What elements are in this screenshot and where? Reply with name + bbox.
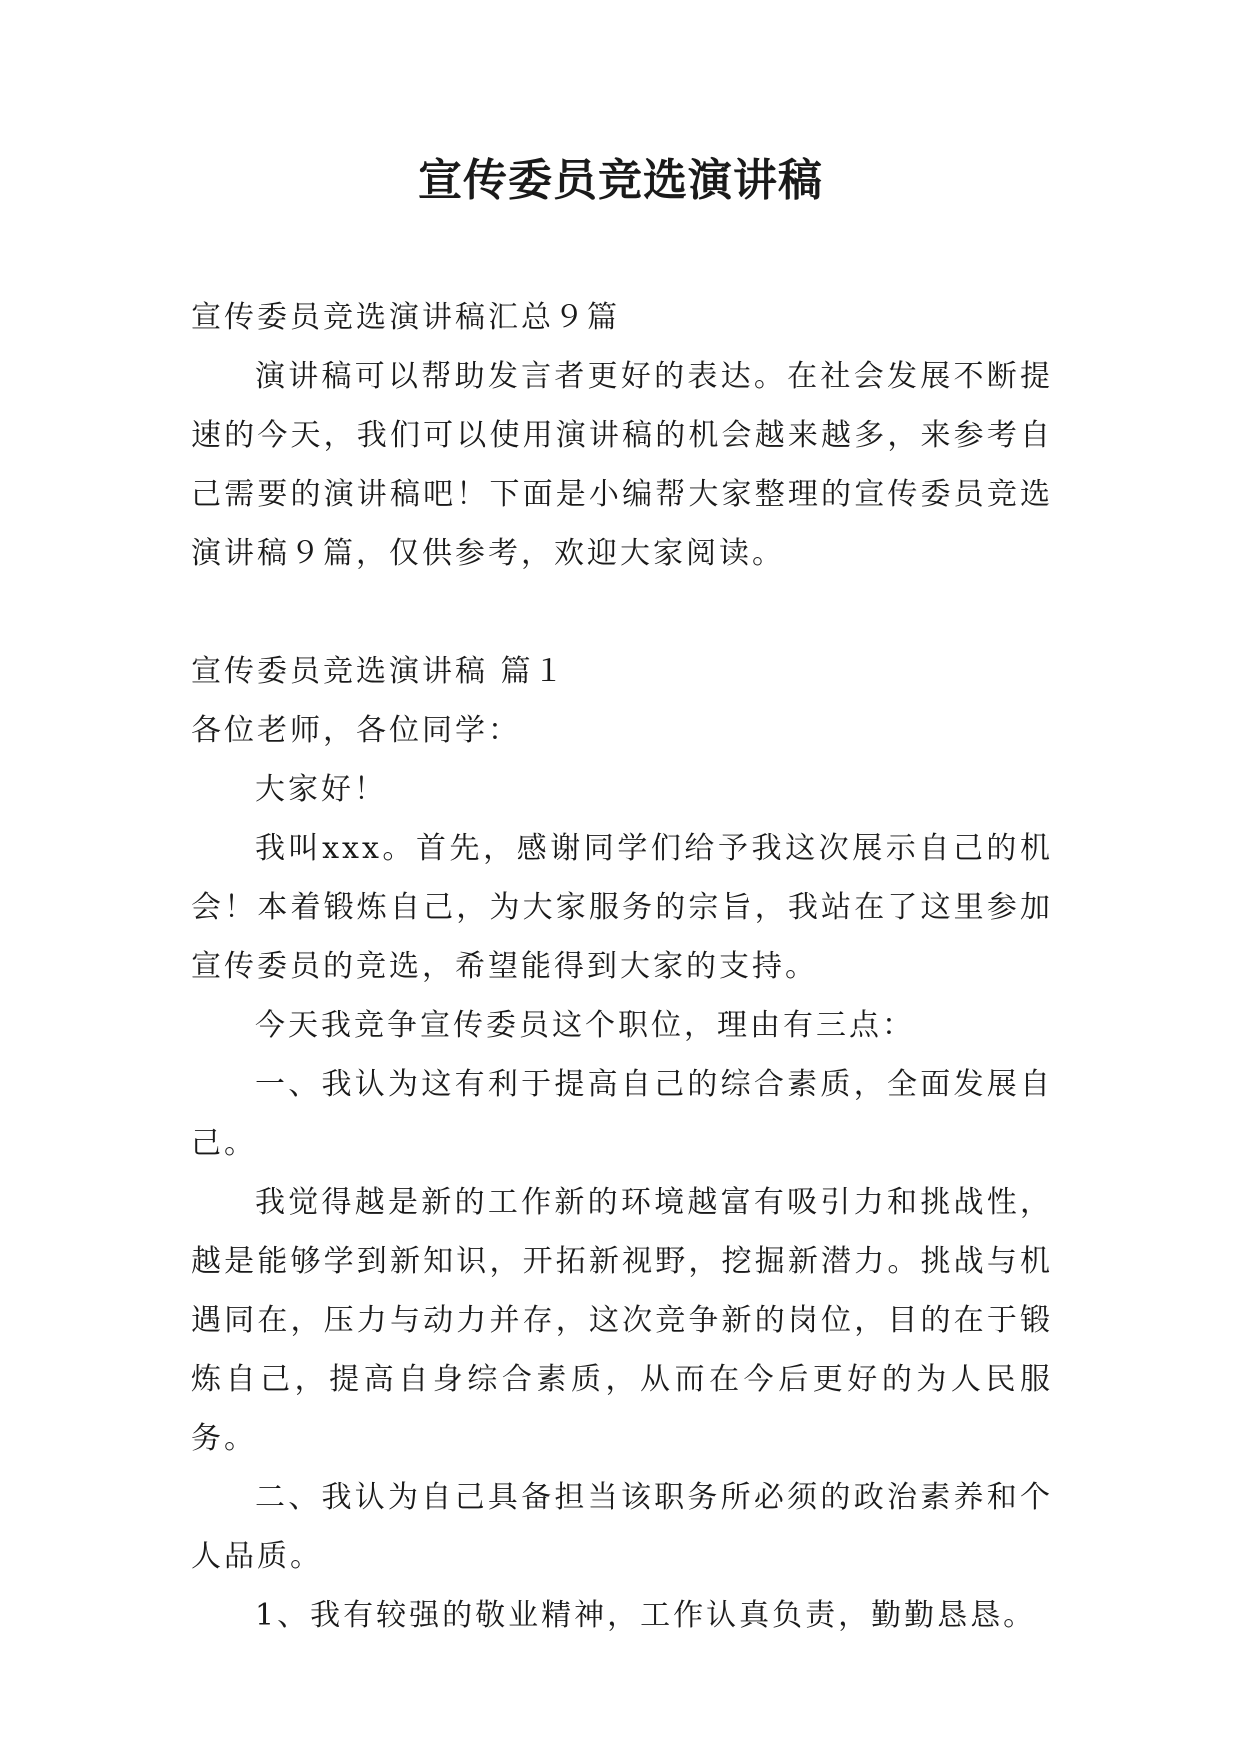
paragraph-spacer bbox=[191, 583, 1053, 642]
salutation: 各位老师，各位同学： bbox=[191, 713, 521, 748]
body-paragraph: 我觉得越是新的工作新的环境越富有吸引力和挑战性，越是能够学到新知识，开拓新视野，挖掘新潜力。挑战与机遇同在，压力与动力并存，这次竞争新的岗位，目的在于锻炼自己，提高自身综合素质，从而在今后更好的为人民服务。 bbox=[191, 1185, 1053, 1456]
body-paragraph: 今天我竞争宣传委员这个职位，理由有三点： bbox=[255, 1008, 915, 1043]
body-paragraph: 一、我认为这有利于提高自己的综合素质，全面发展自己。 bbox=[191, 1067, 1053, 1161]
body-paragraph: 二、我认为自己具备担当该职务所必须的政治素养和个人品质。 bbox=[191, 1480, 1053, 1574]
document-title: 宣传委员竞选演讲稿 bbox=[418, 155, 823, 206]
greeting: 大家好！ bbox=[255, 772, 387, 807]
section-heading: 宣传委员竞选演讲稿 篇１ bbox=[191, 654, 567, 689]
document-body bbox=[191, 288, 1053, 1645]
intro-paragraph: 演讲稿可以帮助发言者更好的表达。在社会发展不断提速的今天，我们可以使用演讲稿的机会越来越多，来参考自己需要的演讲稿吧！下面是小编帮大家整理的宣传委员竞选演讲稿９篇，仅供参考，欢迎大家阅读。 bbox=[191, 359, 1053, 571]
body-paragraph: 我叫xxx。首先，感谢同学们给予我这次展示自己的机会！本着锻炼自己，为大家服务的宗旨，我站在了这里参加宣传委员的竞选，希望能得到大家的支持。 bbox=[191, 831, 1053, 984]
body-paragraph: 1、我有较强的敬业精神，工作认真负责，勤勤恳恳。 bbox=[255, 1598, 1037, 1633]
subtitle-line: 宣传委员竞选演讲稿汇总９篇 bbox=[191, 300, 620, 335]
